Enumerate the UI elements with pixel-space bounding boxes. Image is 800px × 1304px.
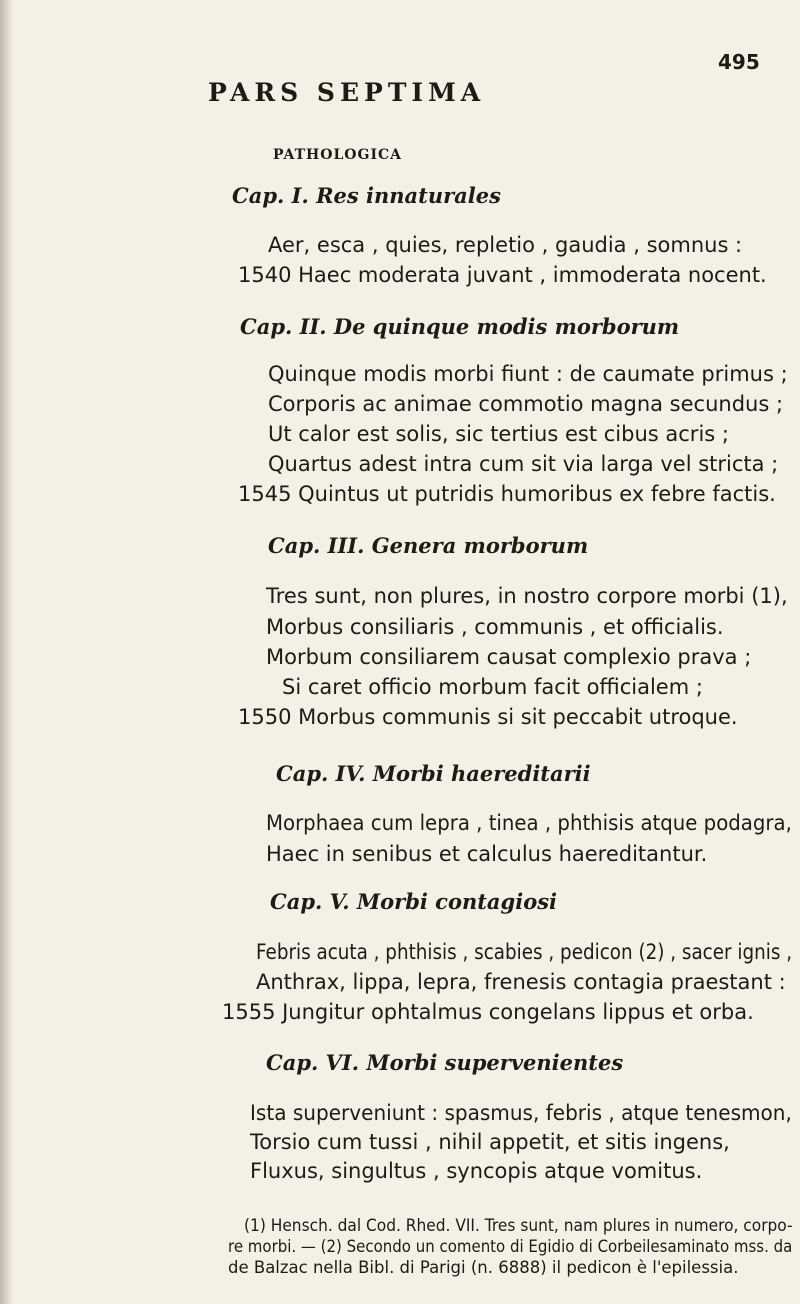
footnote-line: de Balzac nella Bibl. di Parigi (n. 6888) il pedicon è l'epilessia.	[228, 1258, 739, 1277]
verse-line: Fluxus, singultus , syncopis atque vomitus.	[250, 1159, 703, 1183]
section-title: PATHOLOGICA	[273, 147, 402, 163]
verse-line: 1555 Jungitur ophtalmus congelans lippus et orba.	[222, 1000, 754, 1024]
verse-line: Ista superveniunt : spasmus, febris , atque tenesmon,	[250, 1101, 792, 1125]
verse-line: Quartus adest intra cum sit via larga vel stricta ;	[268, 452, 779, 476]
verse-line: Quinque modis morbi fiunt : de caumate primus ;	[268, 362, 788, 386]
chapter-heading-1: Cap. I. Res innaturales	[232, 183, 501, 208]
chapter-heading-6: Cap. VI. Morbi supervenientes	[266, 1050, 624, 1075]
footnote-line: (1) Hensch. dal Cod. Rhed. VII. Tres sunt, nam plures in numero, corpo-	[244, 1216, 793, 1235]
verse-line: 1545 Quintus ut putridis humoribus ex febre factis.	[238, 482, 776, 506]
chapter-heading-4: Cap. IV. Morbi haereditarii	[276, 761, 591, 786]
verse-line: Ut calor est solis, sic tertius est cibus acris ;	[268, 422, 729, 446]
verse-line: 1550 Morbus communis si sit peccabit utroque.	[238, 705, 738, 729]
verse-line: Morbum consiliarem causat complexio prava ;	[266, 645, 752, 669]
verse-line: Si caret officio morbum facit officialem ;	[282, 675, 703, 699]
verse-line: Febris acuta , phthisis , scabies , pedicon (2) , sacer ignis ,	[256, 940, 793, 964]
page-number: 495	[718, 50, 760, 74]
part-title: PARS SEPTIMA	[208, 78, 486, 107]
chapter-heading-3: Cap. III. Genera morborum	[268, 533, 589, 558]
chapter-heading-5: Cap. V. Morbi contagiosi	[270, 889, 557, 914]
verse-line: Morbus consiliaris , communis , et officialis.	[266, 615, 724, 639]
verse-line: Haec in senibus et calculus haereditantur.	[266, 842, 708, 866]
footnote-line: re morbi. — (2) Secondo un comento di Egidio di Corbeilesaminato mss. da	[228, 1237, 793, 1256]
verse-line: Aer, esca , quies, repletio , gaudia , somnus :	[268, 233, 743, 257]
verse-line: Anthrax, lippa, lepra, frenesis contagia praestant :	[256, 970, 786, 994]
chapter-heading-2: Cap. II. De quinque modis morborum	[240, 314, 680, 339]
verse-line: Tres sunt, non plures, in nostro corpore morbi (1),	[266, 584, 788, 608]
verse-line: Corporis ac animae commotio magna secundus ;	[268, 392, 784, 416]
verse-line: Torsio cum tussi , nihil appetit, et sitis ingens,	[250, 1130, 730, 1154]
page-edge-shadow	[0, 0, 14, 1304]
verse-line: 1540 Haec moderata juvant , immoderata nocent.	[238, 263, 767, 287]
verse-line: Morphaea cum lepra , tinea , phthisis atque podagra,	[266, 811, 792, 835]
